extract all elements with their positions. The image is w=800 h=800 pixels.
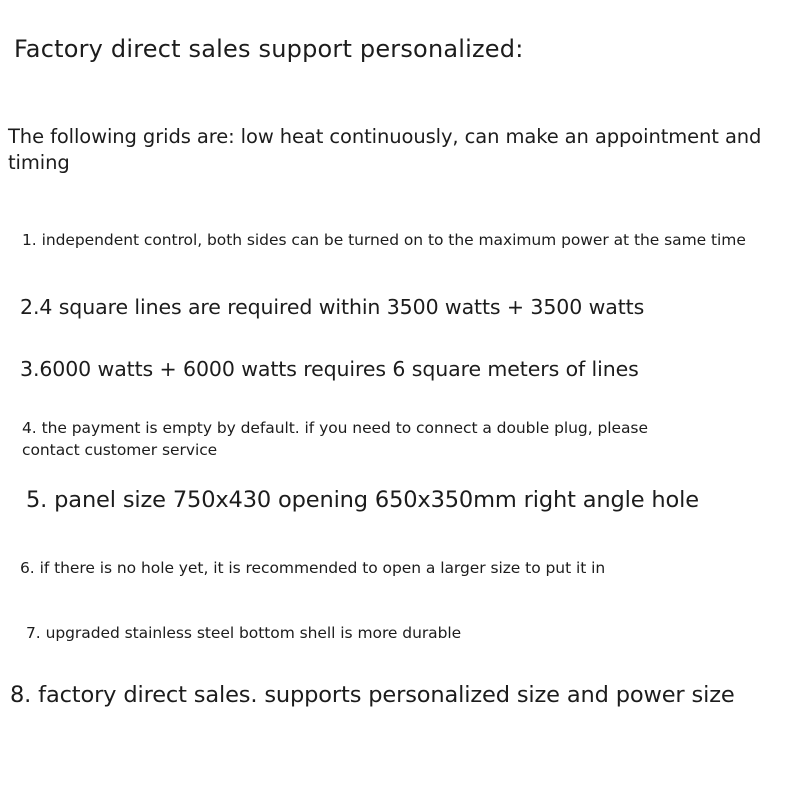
spec-item-7: 7. upgraded stainless steel bottom shell is more durable xyxy=(26,624,462,642)
spec-item-1: 1. independent control, both sides can be turned on to the maximum power at the same time xyxy=(22,231,746,249)
spec-item-3: 3.6000 watts + 6000 watts requires 6 square meters of lines xyxy=(20,357,639,381)
spec-item-5: 5. panel size 750x430 opening 650x350mm right angle hole xyxy=(26,487,699,513)
spec-item-8: 8. factory direct sales. supports personalized size and power size xyxy=(10,682,735,708)
spec-item-4: 4. the payment is empty by default. if you need to connect a double plug, please contact customer service xyxy=(22,419,653,459)
spec-item-6: 6. if there is no hole yet, it is recommended to open a larger size to put it in xyxy=(20,559,606,577)
page-title: Factory direct sales support personalized: xyxy=(14,35,524,63)
spec-item-2: 2.4 square lines are required within 3500 watts + 3500 watts xyxy=(20,295,645,319)
intro-text: The following grids are: low heat continuously, can make an appointment and timing xyxy=(8,125,768,174)
